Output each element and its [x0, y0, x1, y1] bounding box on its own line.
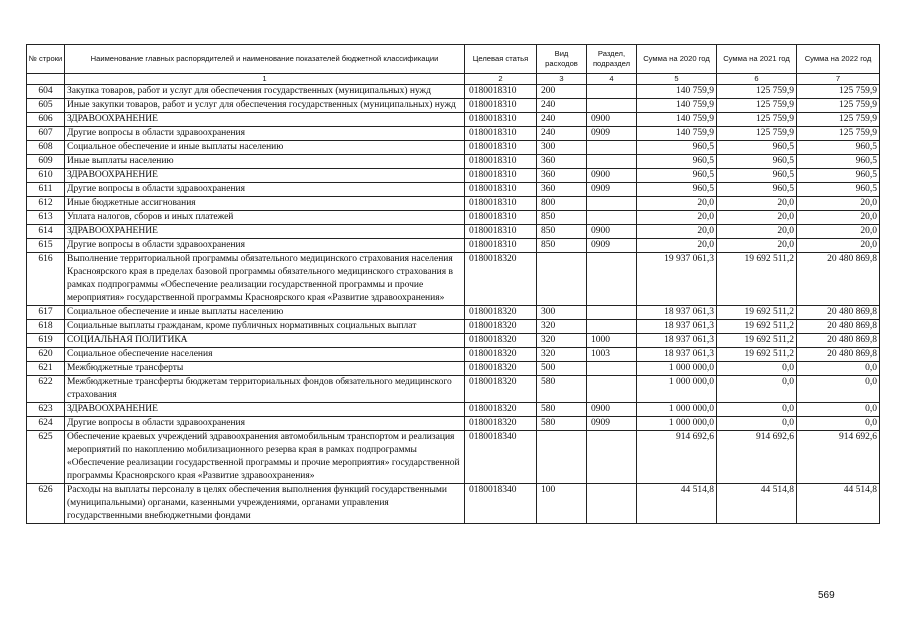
row-sum-2022: 20,0 [797, 197, 880, 211]
row-target-article: 0180018320 [465, 376, 537, 403]
row-sum-2020: 20,0 [637, 239, 717, 253]
row-expense-type: 360 [537, 155, 587, 169]
row-name: Обеспечение краевых учреждений здравоохранения автомобильным транспортом и реализация мероприятий по накоплению мобилизационного резерва края в рамках подпрограммы «Обеспечение реализации государственной программы и прочие мероприятия» государственной программы Красноярского края «Развитие здравоохранения» [65, 431, 465, 484]
row-sum-2021: 960,5 [717, 141, 797, 155]
row-sum-2021: 20,0 [717, 225, 797, 239]
row-expense-type [537, 431, 587, 484]
row-sum-2020: 1 000 000,0 [637, 417, 717, 431]
row-expense-type: 850 [537, 239, 587, 253]
row-number: 605 [27, 99, 65, 113]
row-target-article: 0180018320 [465, 362, 537, 376]
row-sum-2022: 0,0 [797, 376, 880, 403]
row-name: Уплата налогов, сборов и иных платежей [65, 211, 465, 225]
header-sum-2020: Сумма на 2020 год [637, 45, 717, 74]
row-target-article: 0180018310 [465, 155, 537, 169]
row-sum-2021: 125 759,9 [717, 85, 797, 99]
row-sum-2020: 1 000 000,0 [637, 376, 717, 403]
row-sum-2021: 960,5 [717, 155, 797, 169]
header-name: Наименование главных распорядителей и наименование показателей бюджетной классификации [65, 45, 465, 74]
row-expense-type: 240 [537, 99, 587, 113]
row-target-article: 0180018310 [465, 113, 537, 127]
header-row-no: № строки [27, 45, 65, 74]
row-sum-2020: 44 514,8 [637, 484, 717, 524]
row-sum-2022: 125 759,9 [797, 99, 880, 113]
row-sum-2020: 1 000 000,0 [637, 403, 717, 417]
table-row [27, 127, 880, 141]
row-target-article: 0180018320 [465, 306, 537, 320]
row-section [587, 155, 637, 169]
page-number: 569 [818, 590, 835, 601]
row-section [587, 431, 637, 484]
row-section: 0909 [587, 417, 637, 431]
row-expense-type: 320 [537, 320, 587, 334]
row-section [587, 197, 637, 211]
row-section: 0900 [587, 113, 637, 127]
row-number: 620 [27, 348, 65, 362]
row-sum-2021: 20,0 [717, 197, 797, 211]
table-row [27, 484, 880, 524]
row-section [587, 320, 637, 334]
row-sum-2021: 125 759,9 [717, 113, 797, 127]
column-number: 4 [587, 74, 637, 85]
row-number: 625 [27, 431, 65, 484]
table-row [27, 211, 880, 225]
row-sum-2022: 125 759,9 [797, 127, 880, 141]
row-sum-2020: 1 000 000,0 [637, 362, 717, 376]
row-number: 608 [27, 141, 65, 155]
row-sum-2022: 20 480 869,8 [797, 306, 880, 320]
row-expense-type: 320 [537, 348, 587, 362]
row-sum-2022: 914 692,6 [797, 431, 880, 484]
row-name: Иные бюджетные ассигнования [65, 197, 465, 211]
row-sum-2022: 960,5 [797, 155, 880, 169]
row-sum-2022: 20 480 869,8 [797, 320, 880, 334]
row-number: 606 [27, 113, 65, 127]
row-section: 0909 [587, 127, 637, 141]
row-target-article: 0180018320 [465, 253, 537, 306]
row-target-article: 0180018310 [465, 211, 537, 225]
row-number: 624 [27, 417, 65, 431]
table-row [27, 253, 880, 306]
row-target-article: 0180018310 [465, 183, 537, 197]
row-section: 0900 [587, 169, 637, 183]
row-sum-2022: 20,0 [797, 239, 880, 253]
row-name: Выполнение территориальной программы обязательного медицинского страхования населения Красноярского края в пределах базовой программы обязательного медицинского страхования в рамках подпрограммы «Обеспечение реализации государственной программы и прочие мероприятия» государственной программы Красноярского края «Развитие здравоохранения» [65, 253, 465, 306]
row-section [587, 99, 637, 113]
row-number: 626 [27, 484, 65, 524]
row-section: 1003 [587, 348, 637, 362]
table-row [27, 431, 880, 484]
row-target-article: 0180018310 [465, 239, 537, 253]
row-number: 617 [27, 306, 65, 320]
column-number-row [27, 74, 880, 85]
row-target-article: 0180018310 [465, 197, 537, 211]
row-expense-type: 580 [537, 417, 587, 431]
row-sum-2020: 960,5 [637, 169, 717, 183]
row-section [587, 85, 637, 99]
row-sum-2020: 20,0 [637, 225, 717, 239]
row-sum-2021: 44 514,8 [717, 484, 797, 524]
column-number: 3 [537, 74, 587, 85]
row-name: Социальное обеспечение населения [65, 348, 465, 362]
row-sum-2020: 960,5 [637, 183, 717, 197]
column-number: 5 [637, 74, 717, 85]
row-sum-2020: 18 937 061,3 [637, 334, 717, 348]
budget-table-sheet [26, 44, 879, 524]
table-row [27, 197, 880, 211]
row-sum-2022: 20 480 869,8 [797, 253, 880, 306]
table-row [27, 376, 880, 403]
row-sum-2021: 19 692 511,2 [717, 253, 797, 306]
row-expense-type: 240 [537, 113, 587, 127]
row-number: 615 [27, 239, 65, 253]
row-target-article: 0180018340 [465, 431, 537, 484]
table-row [27, 320, 880, 334]
row-sum-2020: 140 759,9 [637, 113, 717, 127]
row-section [587, 362, 637, 376]
row-sum-2021: 125 759,9 [717, 127, 797, 141]
budget-table [26, 44, 880, 524]
table-row [27, 85, 880, 99]
row-target-article: 0180018310 [465, 225, 537, 239]
row-sum-2021: 0,0 [717, 417, 797, 431]
row-sum-2022: 20 480 869,8 [797, 348, 880, 362]
row-sum-2022: 0,0 [797, 403, 880, 417]
row-name: Социальные выплаты гражданам, кроме публичных нормативных социальных выплат [65, 320, 465, 334]
row-name: Закупка товаров, работ и услуг для обеспечения государственных (муниципальных) нужд [65, 85, 465, 99]
row-name: ЗДРАВООХРАНЕНИЕ [65, 113, 465, 127]
row-name: Межбюджетные трансферты бюджетам территориальных фондов обязательного медицинского страхования [65, 376, 465, 403]
row-sum-2021: 19 692 511,2 [717, 334, 797, 348]
row-sum-2020: 960,5 [637, 155, 717, 169]
row-name: ЗДРАВООХРАНЕНИЕ [65, 169, 465, 183]
row-target-article: 0180018310 [465, 141, 537, 155]
table-row [27, 169, 880, 183]
header-sum-2021: Сумма на 2021 год [717, 45, 797, 74]
header-vid: Вид расходов [537, 45, 587, 74]
row-section: 0900 [587, 403, 637, 417]
row-sum-2020: 18 937 061,3 [637, 348, 717, 362]
row-name: Межбюджетные трансферты [65, 362, 465, 376]
row-sum-2021: 960,5 [717, 169, 797, 183]
row-sum-2022: 44 514,8 [797, 484, 880, 524]
row-sum-2020: 19 937 061,3 [637, 253, 717, 306]
row-sum-2022: 0,0 [797, 417, 880, 431]
row-name: Другие вопросы в области здравоохранения [65, 127, 465, 141]
table-header-row [27, 45, 880, 74]
row-name: Иные закупки товаров, работ и услуг для обеспечения государственных (муниципальных) нужд [65, 99, 465, 113]
column-number: 1 [65, 74, 465, 85]
row-sum-2022: 125 759,9 [797, 85, 880, 99]
row-target-article: 0180018320 [465, 417, 537, 431]
header-sum-2022: Сумма на 2022 год [797, 45, 880, 74]
row-sum-2021: 0,0 [717, 403, 797, 417]
row-expense-type: 100 [537, 484, 587, 524]
row-sum-2021: 960,5 [717, 183, 797, 197]
row-sum-2020: 20,0 [637, 197, 717, 211]
row-sum-2021: 914 692,6 [717, 431, 797, 484]
header-code: Целевая статья [465, 45, 537, 74]
row-number: 614 [27, 225, 65, 239]
row-sum-2022: 960,5 [797, 183, 880, 197]
row-sum-2021: 0,0 [717, 376, 797, 403]
row-sum-2022: 960,5 [797, 169, 880, 183]
row-sum-2020: 20,0 [637, 211, 717, 225]
table-row [27, 348, 880, 362]
row-sum-2021: 20,0 [717, 239, 797, 253]
row-sum-2020: 18 937 061,3 [637, 306, 717, 320]
header-razdel: Раздел, подраздел [587, 45, 637, 74]
row-name: Социальное обеспечение и иные выплаты населению [65, 141, 465, 155]
row-expense-type: 200 [537, 85, 587, 99]
row-target-article: 0180018320 [465, 334, 537, 348]
row-number: 618 [27, 320, 65, 334]
row-sum-2022: 20,0 [797, 211, 880, 225]
row-expense-type: 240 [537, 127, 587, 141]
row-sum-2022: 960,5 [797, 141, 880, 155]
row-expense-type: 500 [537, 362, 587, 376]
row-sum-2022: 125 759,9 [797, 113, 880, 127]
row-sum-2020: 140 759,9 [637, 85, 717, 99]
row-number: 610 [27, 169, 65, 183]
table-row [27, 306, 880, 320]
row-sum-2021: 0,0 [717, 362, 797, 376]
row-number: 622 [27, 376, 65, 403]
row-sum-2020: 140 759,9 [637, 127, 717, 141]
row-expense-type: 320 [537, 334, 587, 348]
table-row [27, 334, 880, 348]
row-section [587, 376, 637, 403]
row-section [587, 141, 637, 155]
row-sum-2020: 914 692,6 [637, 431, 717, 484]
row-sum-2021: 19 692 511,2 [717, 348, 797, 362]
row-sum-2020: 18 937 061,3 [637, 320, 717, 334]
row-number: 623 [27, 403, 65, 417]
row-name: Другие вопросы в области здравоохранения [65, 417, 465, 431]
table-row [27, 225, 880, 239]
row-expense-type: 360 [537, 169, 587, 183]
row-section: 0909 [587, 183, 637, 197]
row-target-article: 0180018320 [465, 320, 537, 334]
row-target-article: 0180018310 [465, 169, 537, 183]
row-number: 613 [27, 211, 65, 225]
row-expense-type: 580 [537, 403, 587, 417]
table-row [27, 99, 880, 113]
row-name: Другие вопросы в области здравоохранения [65, 239, 465, 253]
row-expense-type: 800 [537, 197, 587, 211]
row-sum-2020: 960,5 [637, 141, 717, 155]
row-sum-2021: 125 759,9 [717, 99, 797, 113]
table-row [27, 155, 880, 169]
row-name: ЗДРАВООХРАНЕНИЕ [65, 225, 465, 239]
row-expense-type: 300 [537, 306, 587, 320]
table-row [27, 239, 880, 253]
row-number: 611 [27, 183, 65, 197]
table-row [27, 417, 880, 431]
row-target-article: 0180018310 [465, 85, 537, 99]
row-name: Другие вопросы в области здравоохранения [65, 183, 465, 197]
row-sum-2021: 19 692 511,2 [717, 320, 797, 334]
row-number: 621 [27, 362, 65, 376]
row-name: СОЦИАЛЬНАЯ ПОЛИТИКА [65, 334, 465, 348]
row-number: 604 [27, 85, 65, 99]
table-row [27, 362, 880, 376]
row-name: Иные выплаты населению [65, 155, 465, 169]
row-name: Социальное обеспечение и иные выплаты населению [65, 306, 465, 320]
row-name: ЗДРАВООХРАНЕНИЕ [65, 403, 465, 417]
row-number: 612 [27, 197, 65, 211]
row-sum-2021: 20,0 [717, 211, 797, 225]
row-section: 1000 [587, 334, 637, 348]
row-target-article: 0180018320 [465, 403, 537, 417]
row-target-article: 0180018340 [465, 484, 537, 524]
table-row [27, 403, 880, 417]
row-expense-type: 850 [537, 211, 587, 225]
row-expense-type: 850 [537, 225, 587, 239]
row-number: 616 [27, 253, 65, 306]
row-section [587, 211, 637, 225]
row-section: 0900 [587, 225, 637, 239]
row-sum-2022: 20,0 [797, 225, 880, 239]
row-target-article: 0180018320 [465, 348, 537, 362]
column-number: 2 [465, 74, 537, 85]
column-number: 6 [717, 74, 797, 85]
row-section [587, 484, 637, 524]
table-row [27, 141, 880, 155]
row-expense-type [537, 253, 587, 306]
row-target-article: 0180018310 [465, 99, 537, 113]
row-section: 0909 [587, 239, 637, 253]
row-number: 619 [27, 334, 65, 348]
row-section [587, 253, 637, 306]
column-number: 7 [797, 74, 880, 85]
row-expense-type: 300 [537, 141, 587, 155]
row-sum-2020: 140 759,9 [637, 99, 717, 113]
row-number: 607 [27, 127, 65, 141]
table-row [27, 183, 880, 197]
row-number: 609 [27, 155, 65, 169]
row-target-article: 0180018310 [465, 127, 537, 141]
row-sum-2021: 19 692 511,2 [717, 306, 797, 320]
row-name: Расходы на выплаты персоналу в целях обеспечения выполнения функций государственными (муниципальными) органами, казенными учреждениями, органами управления государственными внебюджетными фондами [65, 484, 465, 524]
row-sum-2022: 0,0 [797, 362, 880, 376]
row-sum-2022: 20 480 869,8 [797, 334, 880, 348]
column-number [27, 74, 65, 85]
row-expense-type: 580 [537, 376, 587, 403]
table-row [27, 113, 880, 127]
row-section [587, 306, 637, 320]
row-expense-type: 360 [537, 183, 587, 197]
